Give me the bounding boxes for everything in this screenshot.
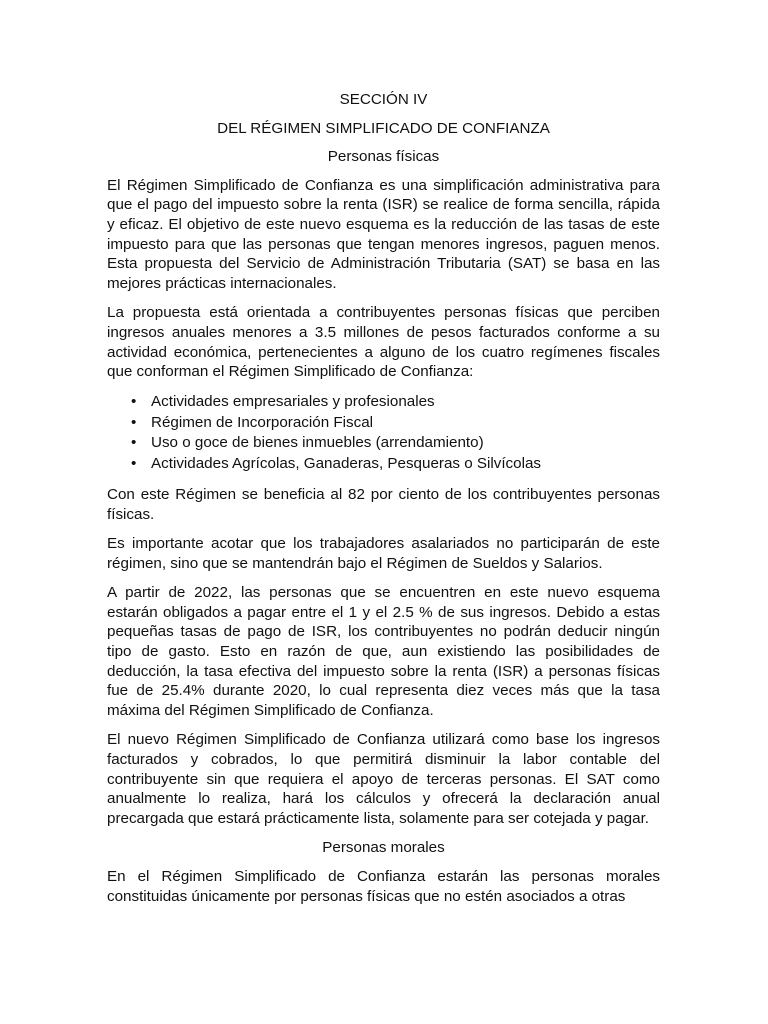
bullet-icon: •: [131, 413, 137, 431]
bullet-icon: •: [131, 455, 137, 473]
bullet-icon: •: [131, 392, 137, 410]
section-number: SECCIÓN IV: [339, 91, 428, 108]
section-subtitle: Personas físicas: [327, 148, 440, 166]
paragraph-intro: El Régimen Simplificado de Confianza es una simplificación administrativa para que el pago del impuesto sobre la renta (ISR) se realice de forma sencilla, rápida y eficaz. El objetivo de este nuevo esquema es la reducción de las tasas de este impuesto para que las personas que tengan menores ingresos, paguen menos. Esta propuesta del Servicio de Administración Tributaria (SAT) se basa en las mejores prácticas internacionales.: [107, 176, 660, 292]
list-item: [107, 433, 660, 454]
paragraph-morales: En el Régimen Simplificado de Confianza estarán las personas morales constituidas únicamente por personas físicas que no estén asociados a otras: [107, 868, 660, 905]
regimes-list: [107, 392, 660, 475]
list-item-text: Actividades Agrícolas, Ganaderas, Pesqueras o Silvícolas: [151, 455, 542, 473]
list-item: [107, 392, 660, 413]
section-title: DEL RÉGIMEN SIMPLIFICADO DE CONFIANZA: [217, 119, 550, 137]
paragraph-salaried: Es importante acotar que los trabajadores asalariados no participarán de este régimen, sino que se mantendrán bajo el Régimen de Sueldos y Salarios.: [107, 535, 660, 572]
bullet-icon: •: [131, 434, 137, 452]
paragraph-proposal: La propuesta está orientada a contribuyentes personas físicas que perciben ingresos anuales menores a 3.5 millones de pesos facturados conforme a su actividad económica, pertenecientes a alguno de los cuatro regímenes fiscales que conforman el Régimen Simplificado de Confianza:: [107, 304, 660, 381]
list-item-text: Uso o goce de bienes inmuebles (arrendamiento): [151, 434, 484, 452]
list-item-text: Actividades empresariales y profesionales: [151, 392, 435, 410]
list-item-text: Régimen de Incorporación Fiscal: [151, 413, 374, 431]
subheading-personas-morales: Personas morales: [322, 839, 445, 857]
list-item: [107, 454, 660, 475]
paragraph-rates: A partir de 2022, las personas que se encuentren en este nuevo esquema estarán obligados a pagar entre el 1 y el 2.5 % de sus ingresos. Debido a estas pequeñas tasas de pago de ISR, los contribuyentes no podrán deducir ningún tipo de gasto. Esto en razón de que, aun existiendo las posibilidades de deducción, la tasa efectiva del impuesto sobre la renta (ISR) a personas físicas fue de 25.4% durante 2020, lo cual representa diez veces más que la tasa máxima del Régimen Simplificado de Confianza.: [107, 584, 660, 719]
paragraph-benefit: Con este Régimen se beneficia al 82 por ciento de los contribuyentes personas físicas.: [107, 485, 660, 523]
list-item: [107, 413, 660, 434]
paragraph-base: El nuevo Régimen Simplificado de Confianza utilizará como base los ingresos facturados y cobrados, lo que permitirá disminuir la labor contable del contribuyente sin que requiera el apoyo de terceras personas. El SAT como anualmente lo realiza, hará los cálculos y ofrecerá la declaración anual precargada que estará prácticamente lista, solamente para ser cotejada y pagar.: [107, 731, 660, 827]
